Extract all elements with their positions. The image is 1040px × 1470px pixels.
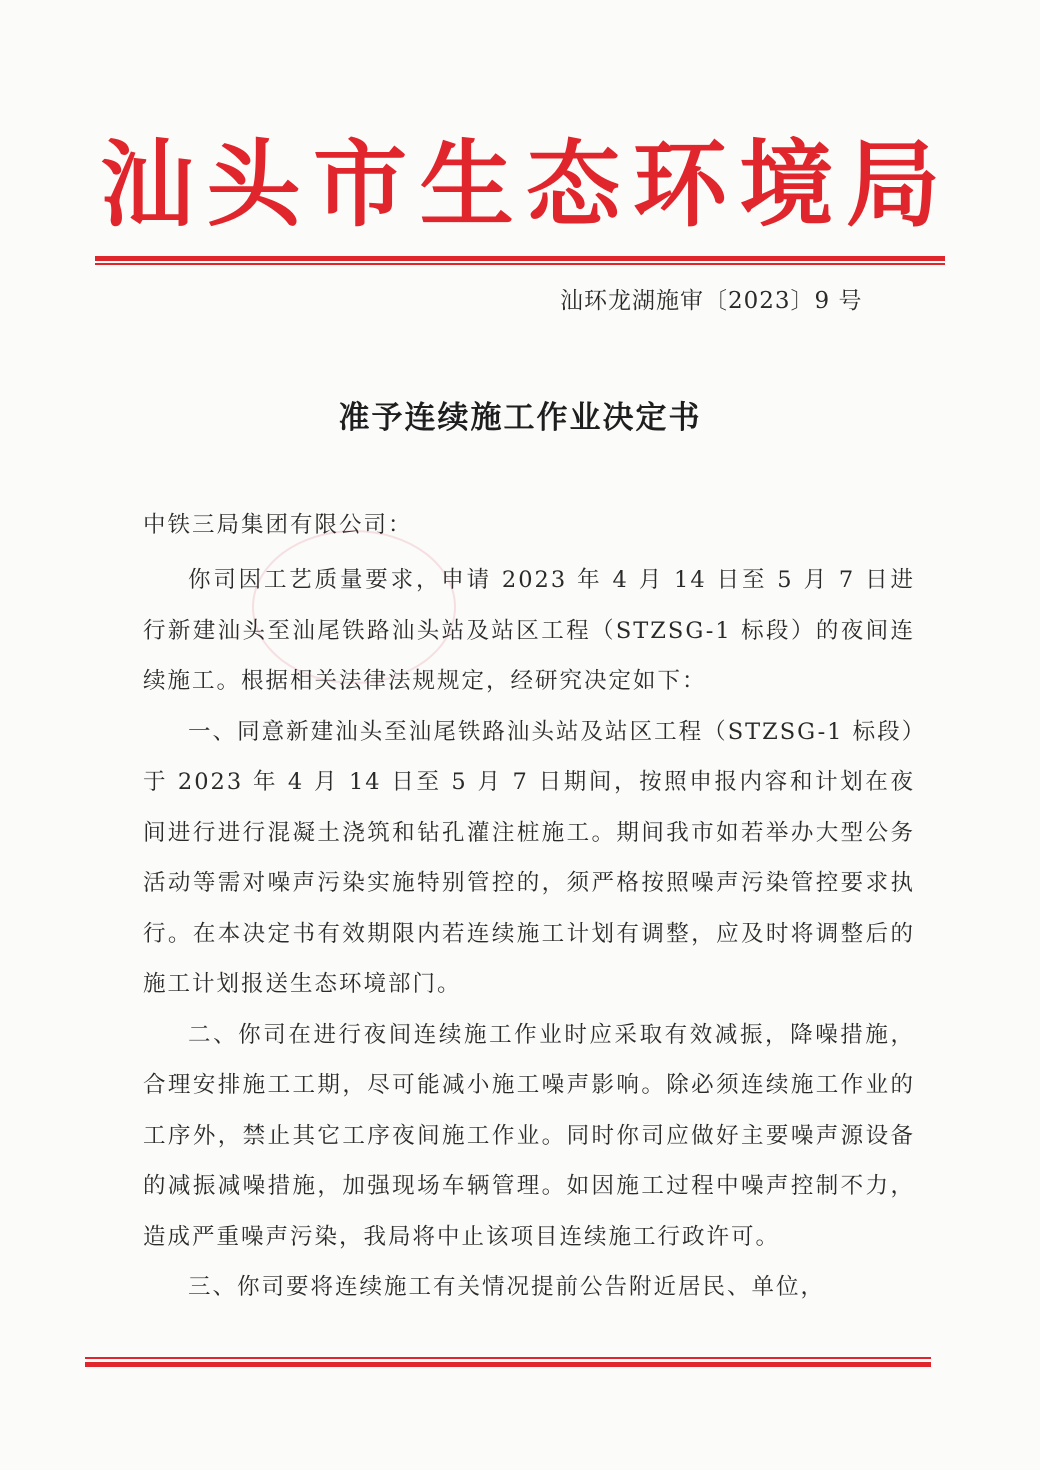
header-red-rule-thick: [95, 256, 945, 261]
body-paragraph: 一、同意新建汕头至汕尾铁路汕头站及站区工程（STZSG-1 标段）于 2023 年 4 月 14 日至 5 月 7 日期间，按照申报内容和计划在夜间进行进行混凝土浇筑和钻孔灌注桩施工。期间我市如若举办大型公务活动等需对噪声污染实施特别管控的，须严格按照噪声污染管控要求执行。在本决定书有效期限内若连续施工计划有调整，应及时将调整后的施工计划报送生态环境部门。: [143, 718, 915, 997]
issuing-authority-header: [100, 130, 940, 240]
header-char: 市: [313, 130, 408, 240]
document-body: [143, 555, 915, 1313]
addressee: 中铁三局集团有限公司：: [143, 512, 413, 538]
header-char: 态: [526, 130, 621, 240]
body-paragraph: 三、你司要将连续施工有关情况提前公告附近居民、单位，: [188, 1274, 826, 1300]
body-paragraph: 二、你司在进行夜间连续施工作业时应采取有效减振，降噪措施，合理安排施工工期，尽可能减小施工噪声影响。除必须连续施工作业的工序外，禁止其它工序夜间施工作业。同时你司应做好主要噪声源设备的减振减噪措施，加强现场车辆管理。如因施工过程中噪声控制不力，造成严重噪声污染，我局将中止该项目连续施工行政许可。: [143, 1021, 915, 1250]
header-char: 环: [632, 130, 727, 240]
header-char: 头: [206, 130, 301, 240]
header-char: 汕: [100, 130, 195, 240]
document-title: 准予连续施工作业决定书: [338, 400, 702, 436]
body-paragraph: 你司因工艺质量要求，申请 2023 年 4 月 14 日至 5 月 7 日进行新建汕头至汕尾铁路汕头站及站区工程（STZSG-1 标段）的夜间连续施工。根据相关法律法规规定，经研究决定如下：: [143, 567, 915, 694]
header-red-rule-thin: [95, 263, 945, 265]
footer-red-rule-thick: [85, 1362, 931, 1367]
header-char: 生: [419, 130, 514, 240]
footer-red-rule-thin: [85, 1357, 931, 1359]
header-char: 境: [739, 130, 834, 240]
document-number: 汕环龙湖施审〔2023〕9 号: [560, 288, 863, 314]
header-char: 局: [845, 130, 940, 240]
